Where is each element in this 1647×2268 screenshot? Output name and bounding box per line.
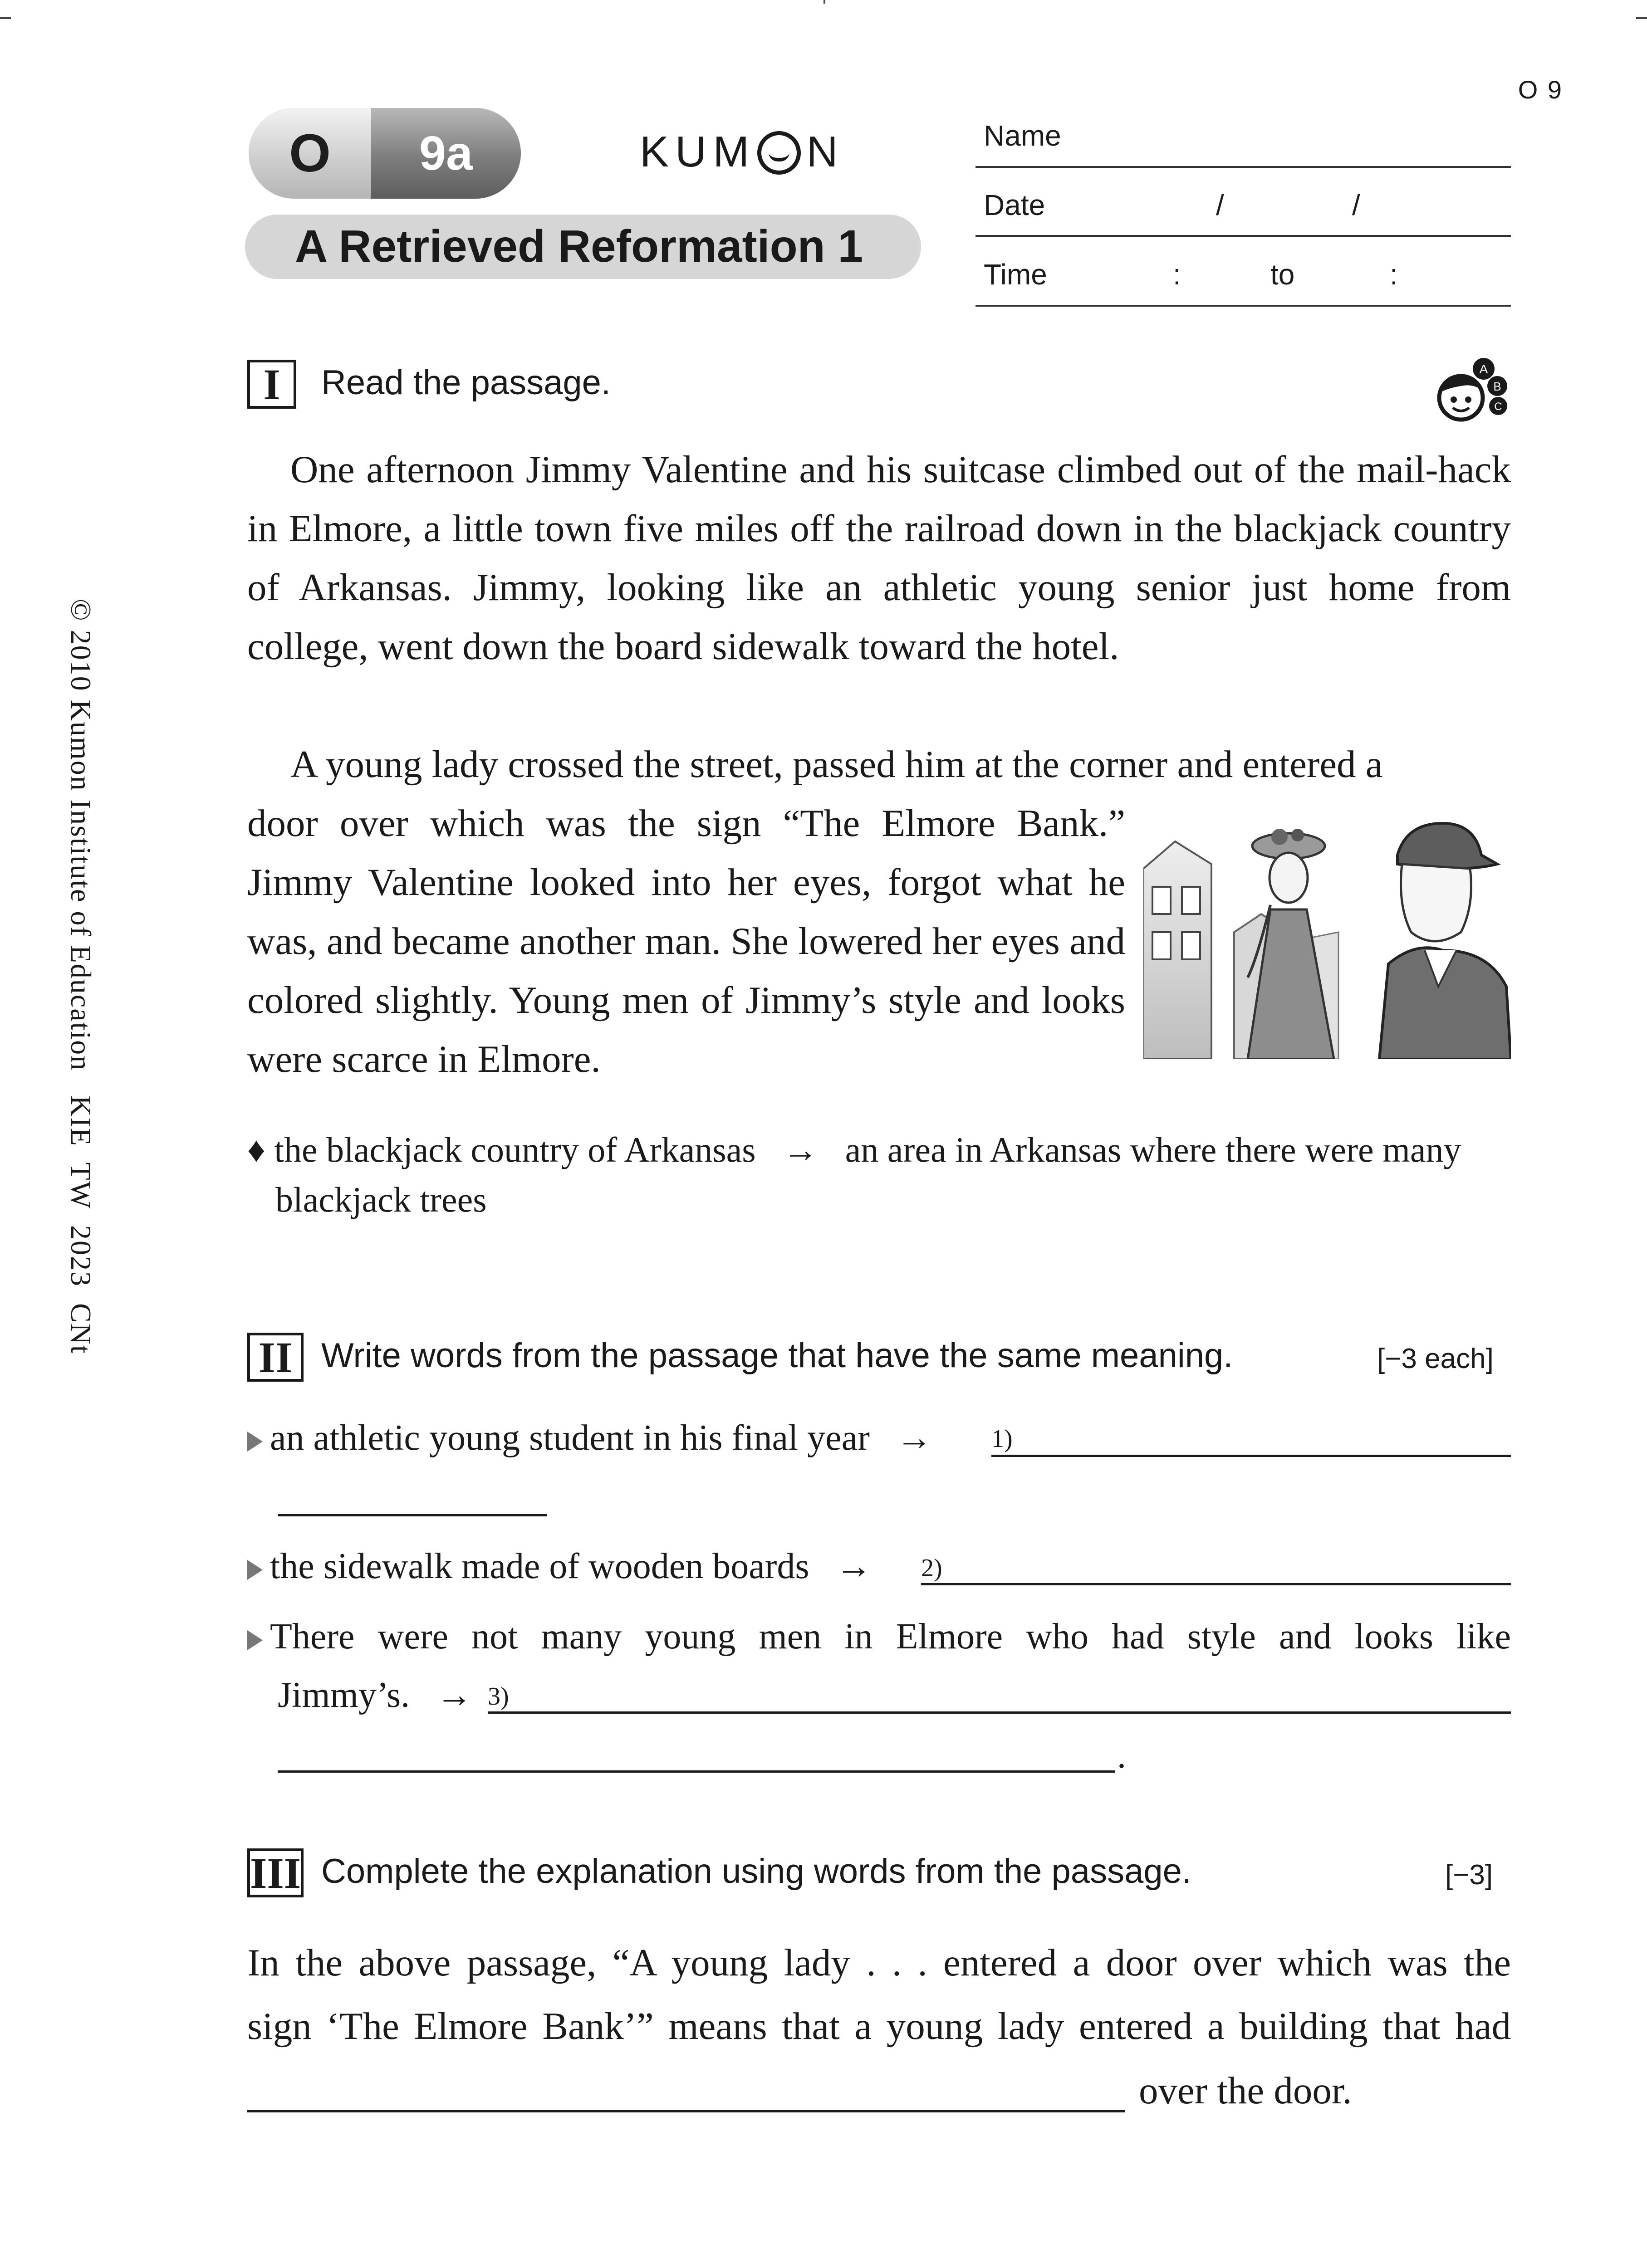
reading-character-icon [1429,356,1515,424]
section-3-line-2: sign ‘The Elmore Bank’” means that a young lady entered a building that had [247,2005,1511,2048]
section-3-tail: over the door. [1139,2069,1352,2112]
date-separator: / [1352,189,1360,221]
level-letter: O [249,108,371,199]
note-definition: an area in Arkansas where there were many blackjack trees [275,1130,1461,1219]
answer-3-line-2[interactable] [278,1770,1115,1773]
name-field[interactable] [975,166,1511,168]
passage-paragraph-1: One afternoon Jimmy Valentine and his suitcase climbed out of the mail-hack in Elmore, a little town five miles off the railroad down in the blackjack country of Arkansas. Jimmy, looking like an athletic young senior just home from college, went down the board sidewalk toward the hotel. [247,448,1511,668]
question-2-number: 2) [921,1554,942,1582]
icon-letter-a: A [1479,362,1488,376]
note-bullet-icon: ♦ [247,1130,265,1169]
section-3-answer-line[interactable] [247,2110,1125,2112]
question-1-text: an athletic young student in his final year [270,1418,870,1458]
crop-mark [1636,17,1647,19]
question-2-text: the sidewalk made of wooden boards [270,1546,809,1586]
section-3-line-1: In the above passage, “A young lady . . . entered a door over which was the [247,1941,1511,1984]
section-2-marker: II [247,1333,304,1382]
section-2-instruction: Write words from the passage that have the same meaning. [321,1336,1233,1375]
logo-text-right: N [806,127,844,176]
time-to-label: to [1270,258,1295,291]
date-separator: / [1216,189,1224,221]
question-1-prompt [247,1418,932,1459]
section-1-instruction: Read the passage. [321,363,611,402]
time-separator: : [1390,258,1398,291]
crop-mark [824,0,825,4]
question-3-prompt [247,1616,1511,1657]
sheet-number: 9a [371,108,521,199]
triangle-bullet-icon [247,1560,263,1580]
answer-3-period: . [1117,1736,1126,1776]
smile-logo-icon [757,131,801,175]
section-3-instruction: Complete the explanation using words from the passage. [321,1852,1191,1891]
question-1-number: 1) [991,1425,1013,1453]
answer-1-line-2[interactable] [278,1514,547,1516]
arrow-icon: → [835,1546,872,1586]
question-3-text-line-2: Jimmy’s. [278,1675,410,1715]
time-field[interactable] [975,305,1511,307]
section-1-marker: I [247,360,296,409]
triangle-bullet-icon [247,1630,263,1650]
crop-mark [0,17,11,19]
logo-text-left: KUM [640,127,756,176]
section-2-points: [−3 each] [1377,1343,1494,1374]
note-term: the blackjack country of Arkansas [274,1130,756,1169]
answer-3-line-1[interactable] [488,1711,1511,1714]
triangle-bullet-icon [247,1432,263,1452]
arrow-icon: → [436,1675,473,1715]
question-2-prompt [247,1546,872,1587]
time-separator: : [1173,258,1181,291]
level-badge [249,108,521,199]
vocabulary-note [247,1125,1511,1225]
question-3-prompt-line-2 [278,1675,472,1716]
note-arrow-icon: → [783,1130,819,1169]
passage-paragraph-2-first-line: A young lady crossed the street, passed him at the corner and entered a [290,743,1383,786]
icon-letter-c: C [1494,401,1502,413]
icon-letter-b: B [1493,380,1501,393]
section-3-marker: III [247,1848,304,1897]
answer-2-line[interactable] [921,1583,1511,1585]
name-label: Name [984,119,1061,152]
question-3-number: 3) [488,1682,509,1711]
copyright-notice: © 2010 Kumon Institute of Education KIE TW 2023 CNt [65,599,97,1354]
passage-paragraph-2: door over which was the sign “The Elmore Bank.” Jimmy Valentine looked into her eyes, forgot what he was, and became another man. She lowered her eyes and colored slightly. Young men of Jimmy’s style and looks were scarce in Elmore. [247,802,1125,1080]
section-3-points: [−3] [1445,1859,1493,1891]
date-field[interactable] [975,235,1511,237]
time-label: Time [984,258,1047,291]
street-scene-illustration [1143,814,1511,1059]
page-code: O 9 [1518,75,1563,104]
arrow-icon: → [896,1418,932,1458]
worksheet-title: A Retrieved Reformation 1 [295,221,863,272]
answer-1-line-1[interactable] [991,1455,1511,1457]
question-3-text-line-1: There were not many young men in Elmore who had style and looks like [270,1617,1511,1657]
date-label: Date [984,189,1045,221]
kumon-logo [640,127,844,177]
